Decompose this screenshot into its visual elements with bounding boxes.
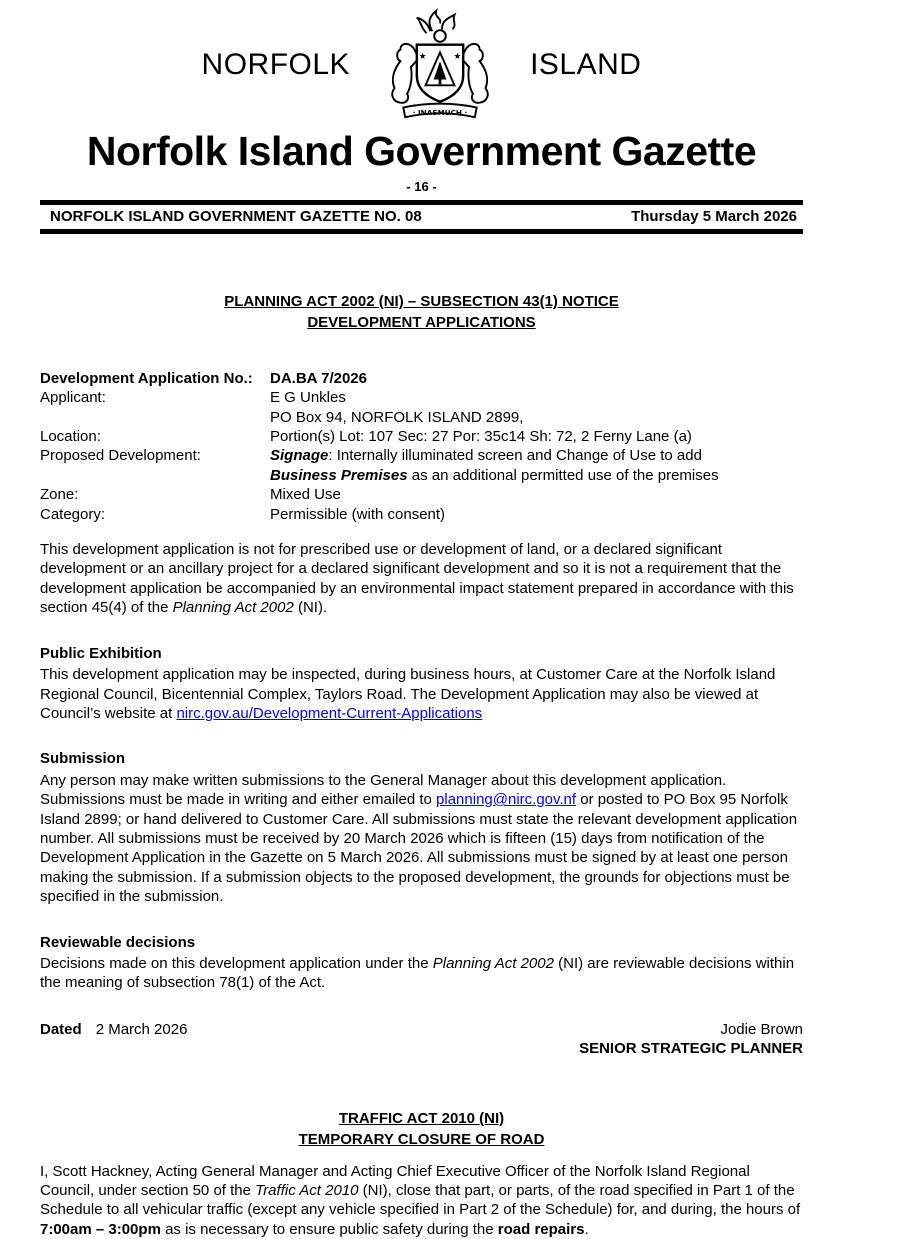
proposed-line1 xyxy=(270,446,803,465)
planning-heading-line1: PLANNING ACT 2002 (NI) – SUBSECTION 43(1) NOTICE xyxy=(224,292,619,310)
field-location xyxy=(40,427,803,446)
signatory-title: SENIOR STRATEGIC PLANNER xyxy=(579,1040,803,1058)
applicant-name: E G Unkles xyxy=(270,389,346,407)
traffic-paragraph xyxy=(40,1162,803,1239)
text-run: : Internally illuminated screen and Change of Use to add xyxy=(328,447,702,465)
planning-heading-line2: DEVELOPMENT APPLICATIONS xyxy=(307,313,536,331)
proposed-line2 xyxy=(270,466,803,485)
field-value xyxy=(270,388,803,427)
text-run: Any person may make written submissions to the General Manager about this development application. Submissions must be made in writing and either emailed to xyxy=(40,771,727,809)
applicant-address: PO Box 94, NORFOLK ISLAND 2899, xyxy=(270,408,524,426)
dated-date: 2 March 2026 xyxy=(95,1020,188,1038)
pine-trunk-icon xyxy=(439,79,442,84)
reviewable-decisions-heading: Reviewable decisions xyxy=(40,933,196,951)
motto-text: · INASMUCH · xyxy=(412,107,468,117)
field-applicant xyxy=(40,388,803,427)
submission-paragraph xyxy=(40,771,803,907)
development-applications-link[interactable]: nirc.gov.au/Development-Current-Applications xyxy=(176,704,483,722)
field-label: Location: xyxy=(40,428,101,446)
gazette-title: Norfolk Island Government Gazette xyxy=(86,128,757,174)
page-number: - 16 - xyxy=(406,179,437,194)
reviewable-decisions-paragraph xyxy=(40,954,803,993)
text-run: Signage xyxy=(270,447,329,465)
dated-label: Dated xyxy=(40,1020,82,1038)
intro-paragraph xyxy=(40,540,803,618)
field-value: DA.BA 7/2026 xyxy=(270,369,367,387)
field-label: Development Application No.: xyxy=(40,369,253,387)
text-run: (NI). xyxy=(293,599,328,617)
planning-notice-heading xyxy=(40,291,803,333)
field-zone xyxy=(40,485,803,504)
masthead-norfolk: NORFOLK xyxy=(201,48,351,82)
traffic-heading-line2: TEMPORARY CLOSURE OF ROAD xyxy=(298,1130,545,1148)
text-run: Planning Act 2002 xyxy=(432,954,554,972)
lion-supporter-icon xyxy=(392,44,419,103)
field-value xyxy=(270,446,803,485)
application-details xyxy=(40,369,803,524)
field-value: Mixed Use xyxy=(270,486,341,504)
text-run: This development application may be inspected, during business hours, at Customer Care at the Norfolk Island Regional Council, Bicentennial Complex, Taylors Road. The Development Application may also be viewed at Council’s website at xyxy=(40,666,776,722)
text-run: This development application is not for prescribed use or development of land, or a declared significant development or an ancillary project for a declared significant development and so it is not a requirement that the development application be accompanied by an environmental impact statement prepared in accordance with this section 45(4) of the xyxy=(40,541,794,617)
text-run: (NI) are reviewable decisions within the meaning of subsection 78(1) of the Act. xyxy=(40,954,795,992)
kangaroo-supporter-icon xyxy=(461,44,488,103)
planning-email-link[interactable]: planning@nirc.gov.nf xyxy=(436,791,577,809)
masthead xyxy=(40,6,803,124)
traffic-heading-line1: TRAFFIC ACT 2010 (NI) xyxy=(338,1109,505,1127)
traffic-notice-heading xyxy=(40,1108,803,1150)
public-exhibition-heading: Public Exhibition xyxy=(40,644,162,662)
text-run: Decisions made on this development application under the xyxy=(40,954,433,972)
header-bar xyxy=(40,205,803,228)
crest-plume-icon xyxy=(417,11,455,33)
masthead-island: ISLAND xyxy=(530,48,642,82)
field-category xyxy=(40,505,803,524)
text-run: Business Premises xyxy=(270,466,408,484)
text-run: or posted to PO Box 95 Norfolk Island 2899; or hand delivered to Customer Care. All submissions must state the relevant development application number. All submissions must be received by 20 March 2026 which is fifteen (15) days from notification of the Development Application in the Gazette on 5 March 2026. All submissions must be signed by at least one person making the submission. If a submission objects to the proposed development, the grounds for objections must be specified in the submission. xyxy=(40,791,798,906)
coat-of-arms xyxy=(376,8,504,122)
text-run: Planning Act 2002 xyxy=(172,599,294,617)
text-run: 7:00am – 3:00pm xyxy=(40,1220,161,1238)
signatory-name: Jodie Brown xyxy=(720,1020,803,1038)
public-exhibition-paragraph xyxy=(40,665,803,723)
field-value: Permissible (with consent) xyxy=(270,505,446,523)
header-rule-bottom xyxy=(40,229,803,234)
text-run: road repairs xyxy=(497,1220,585,1238)
field-label: Proposed Development: xyxy=(40,447,201,465)
star-right-icon: ★ xyxy=(453,52,462,63)
coat-of-arms-graphic xyxy=(376,8,504,122)
text-run: Traffic Act 2010 xyxy=(255,1182,359,1199)
field-label: Applicant: xyxy=(40,389,106,407)
text-run: (NI), close that part, or parts, of the road specified in Part 1 of the Schedule to all vehicular traffic (except any vehicle specified in Part 2 of the Schedule) for, and during, the hours of xyxy=(40,1182,801,1219)
text-run: . xyxy=(584,1220,589,1238)
dated-signature-row xyxy=(40,1020,803,1059)
gazette-date: Thursday 5 March 2026 xyxy=(631,208,797,226)
gazette-issue-number: NORFOLK ISLAND GOVERNMENT GAZETTE NO. 08 xyxy=(50,208,422,226)
field-label: Category: xyxy=(40,505,106,523)
text-run: as an additional permitted use of the premises xyxy=(407,466,719,484)
field-proposed-development xyxy=(40,446,803,485)
submission-heading: Submission xyxy=(40,750,126,768)
text-run: as is necessary to ensure public safety during the xyxy=(160,1220,498,1238)
signature-block xyxy=(579,1020,803,1059)
dated-line xyxy=(40,1020,187,1059)
helm-icon xyxy=(434,30,446,42)
star-left-icon: ★ xyxy=(418,52,427,63)
field-value: Portion(s) Lot: 107 Sec: 27 Por: 35c14 Sh: 72, 2 Ferny Lane (a) xyxy=(270,428,692,446)
field-application-number xyxy=(40,369,803,388)
field-label: Zone: xyxy=(40,486,79,504)
text-run: I, Scott Hackney, Acting General Manager and Acting Chief Executive Officer of the Norfolk Island Regional Council, under section 50 of the xyxy=(40,1162,750,1199)
